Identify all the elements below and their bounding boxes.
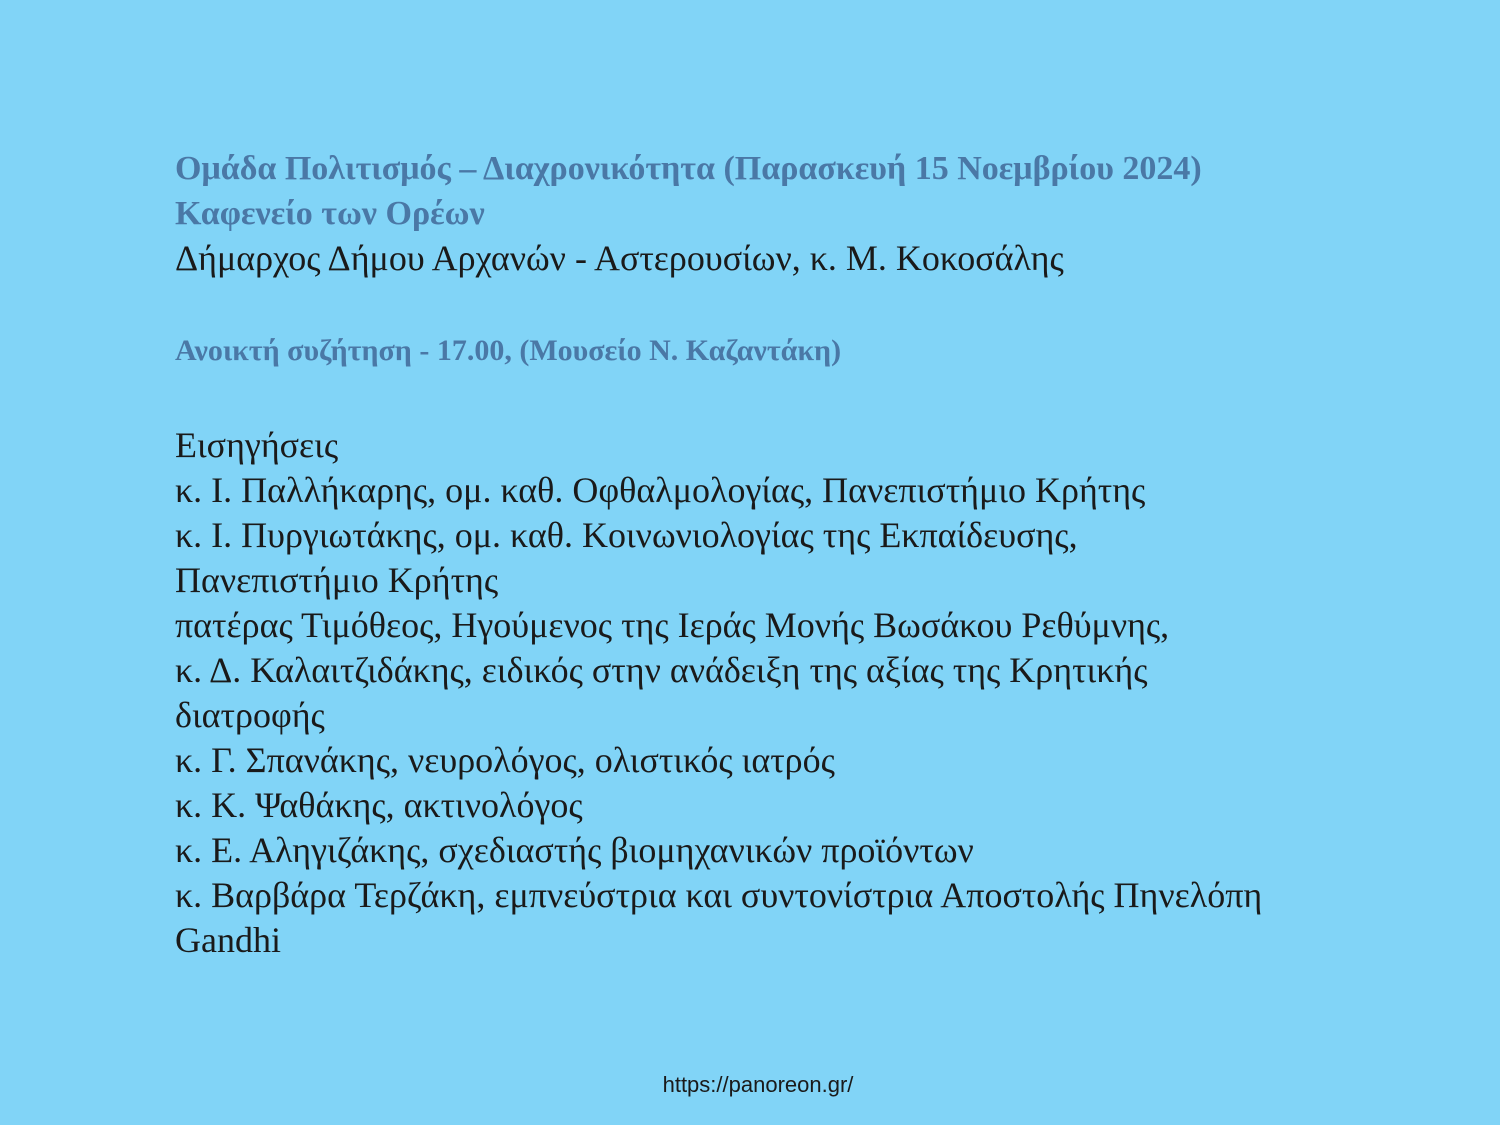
speaker-line: κ. Δ. Καλαιτζιδάκης, ειδικός στην ανάδειξη της αξίας της Κρητικής	[175, 650, 1148, 690]
speaker-line: διατροφής	[175, 695, 325, 735]
document-content	[175, 146, 1375, 963]
speaker-line: Gandhi	[175, 920, 281, 960]
venue-title: Καφενείο των Ορέων	[175, 195, 485, 232]
mayor-line: Δήμαρχος Δήμου Αρχανών - Αστερουσίων, κ. Μ. Κοκοσάλης	[175, 238, 1064, 278]
speaker-line: κ. Γ. Σπανάκης, νευρολόγος, ολιστικός ιατρός	[175, 740, 835, 780]
presentations-label: Εισηγήσεις	[175, 425, 339, 465]
event-title: Ομάδα Πολιτισμός – Διαχρονικότητα (Παρασκευή 15 Νοεμβρίου 2024)	[175, 150, 1202, 187]
speaker-line: κ. Κ. Ψαθάκης, ακτινολόγος	[175, 785, 583, 825]
speaker-line: κ. Ε. Αληγιζάκης, σχεδιαστής βιομηχανικών προϊόντων	[175, 830, 974, 870]
speaker-line: Πανεπιστήμιο Κρήτης	[175, 560, 499, 600]
footer-url: https://panoreon.gr/	[662, 1072, 854, 1097]
speaker-line: κ. Ι. Πυργιωτάκης, ομ. καθ. Κοινωνιολογίας της Εκπαίδευσης,	[175, 515, 1078, 555]
speaker-line: κ. Ι. Παλλήκαρης, ομ. καθ. Οφθαλμολογίας, Πανεπιστήμιο Κρήτης	[175, 470, 1146, 510]
discussion-heading: Ανοικτή συζήτηση - 17.00, (Μουσείο Ν. Καζαντάκη)	[175, 334, 842, 367]
presentations-section	[175, 423, 1375, 963]
speaker-line: κ. Βαρβάρα Τερζάκη, εμπνεύστρια και συντονίστρια Αποστολής Πηνελόπη	[175, 875, 1263, 915]
speaker-line: πατέρας Τιμόθεος, Ηγούμενος της Ιεράς Μονής Βωσάκου Ρεθύμνης,	[175, 605, 1170, 645]
